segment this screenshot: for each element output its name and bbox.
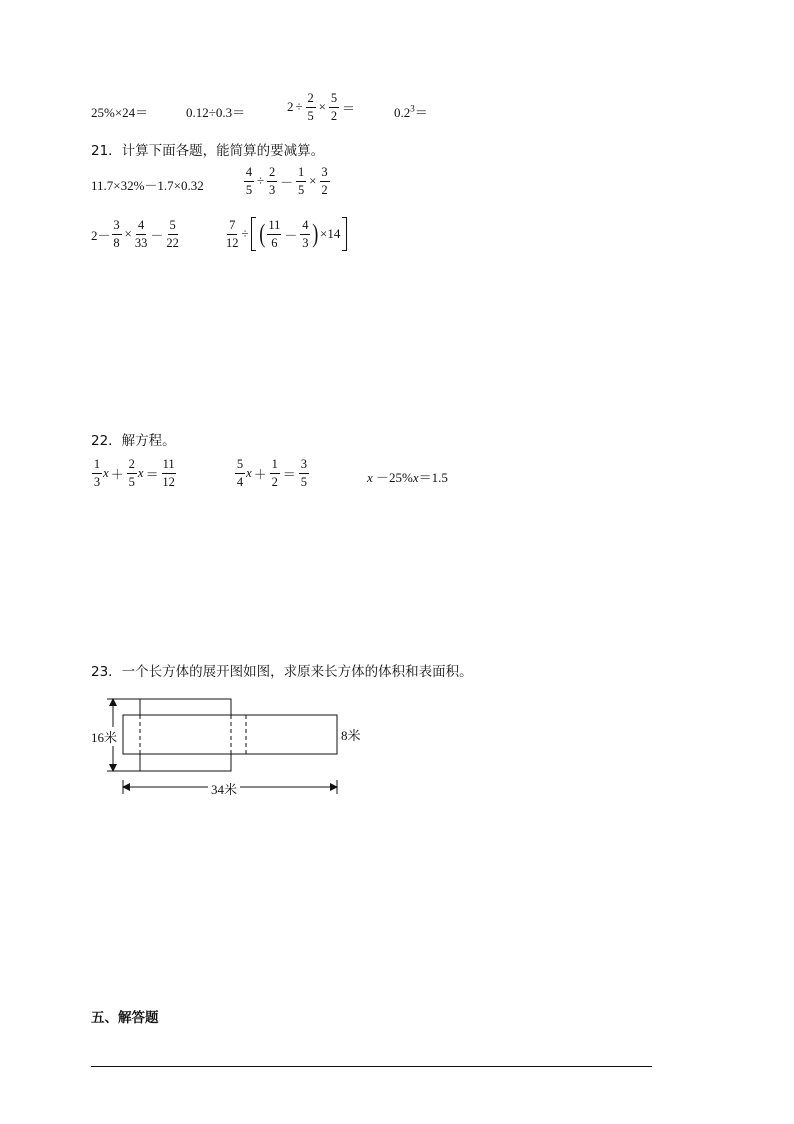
fraction: $\frac{5}{2}$ <box>330 91 338 123</box>
net-middle-strip <box>123 715 337 754</box>
q21-expr-c <box>91 219 180 249</box>
fraction: $\frac{5}{22}$ <box>166 218 179 250</box>
fraction: $\frac{5}{4}$ <box>236 457 244 489</box>
fraction: $\frac{1}{3}$ <box>93 457 101 489</box>
label-height: 16米 <box>91 727 117 746</box>
operator: ÷ <box>257 173 265 188</box>
label-right-edge: 8米 <box>341 728 361 743</box>
variable: x <box>246 465 252 480</box>
q22-eq-b <box>234 458 310 488</box>
operator: × <box>318 99 326 114</box>
q20-expr-4 <box>394 102 428 121</box>
operator: － <box>150 227 164 243</box>
fraction: $\frac{11}{6}$ <box>268 218 281 250</box>
left-paren: ( <box>258 219 266 248</box>
fraction: $\frac{1}{2}$ <box>271 457 278 489</box>
operator: ＋ <box>253 466 267 482</box>
left-square-bracket <box>251 217 256 251</box>
fraction: $\frac{11}{12}$ <box>162 457 175 489</box>
operator: × <box>124 226 132 241</box>
label-width: 34米 <box>208 779 240 798</box>
q20-expr-1: 25%×24＝ <box>91 105 149 120</box>
net-top-face <box>140 699 231 715</box>
q20-expr-3 <box>287 92 357 122</box>
fraction: $\frac{7}{12}$ <box>226 218 239 250</box>
fraction: $\frac{2}{5}$ <box>128 457 135 489</box>
lead: 2－ <box>91 227 111 243</box>
footer-rule <box>91 1066 652 1067</box>
fraction: $\frac{2}{3}$ <box>269 165 276 197</box>
fraction: $\frac{1}{5}$ <box>298 165 305 197</box>
square-bracket-group <box>251 217 348 251</box>
operator: ＝ <box>145 466 159 482</box>
fraction: $\frac{3}{8}$ <box>113 218 120 250</box>
net-bottom-face <box>140 754 231 771</box>
q21-expr-b <box>243 166 331 196</box>
right-square-bracket <box>342 217 347 251</box>
section-title: 五、解答题 <box>91 1010 159 1026</box>
middle: －25% <box>372 470 413 485</box>
fraction: $\frac{4}{5}$ <box>245 165 253 197</box>
q23-title: 23．一个长方体的展开图如图，求原来长方体的体积和表面积。 <box>91 664 473 680</box>
q22-eq-c <box>367 467 448 486</box>
fraction: $\frac{2}{5}$ <box>307 91 314 123</box>
q21-title: 21．计算下面各题，能简算的要减算。 <box>91 143 325 159</box>
operator: － <box>284 227 298 243</box>
q21-expr-a: 11.7×32%－1.7×0.32 <box>91 178 204 193</box>
right-paren: ) <box>312 219 319 248</box>
operator: × <box>309 173 317 188</box>
operator: ÷ <box>295 99 303 114</box>
variable: x <box>367 470 373 485</box>
base: 0.2 <box>394 105 411 120</box>
operator: ＝ <box>282 466 296 482</box>
operator: ＝ <box>414 105 428 120</box>
fraction: $\frac{4}{3}$ <box>302 218 309 250</box>
operator: ＋ <box>110 466 124 482</box>
number: 2 <box>287 99 294 114</box>
exponent: 3 <box>410 103 415 114</box>
q20-expr-2: 0.12÷0.3＝ <box>186 105 246 120</box>
variable: x <box>137 465 144 480</box>
fraction: $\frac{4}{33}$ <box>134 218 148 250</box>
tail: ＝1.5 <box>418 470 448 485</box>
operator: ＝ <box>341 100 355 116</box>
q21-expr-d <box>225 217 347 251</box>
q22-eq-a <box>91 458 177 488</box>
fraction: $\frac{3}{2}$ <box>321 165 328 197</box>
fraction: $\frac{3}{5}$ <box>300 457 307 489</box>
operator: ÷ <box>241 226 249 241</box>
tail: ×14 <box>320 226 341 241</box>
operator: － <box>280 174 294 190</box>
variable: x <box>103 465 109 480</box>
variable: x <box>412 470 419 485</box>
q22-title: 22．解方程。 <box>91 433 176 449</box>
